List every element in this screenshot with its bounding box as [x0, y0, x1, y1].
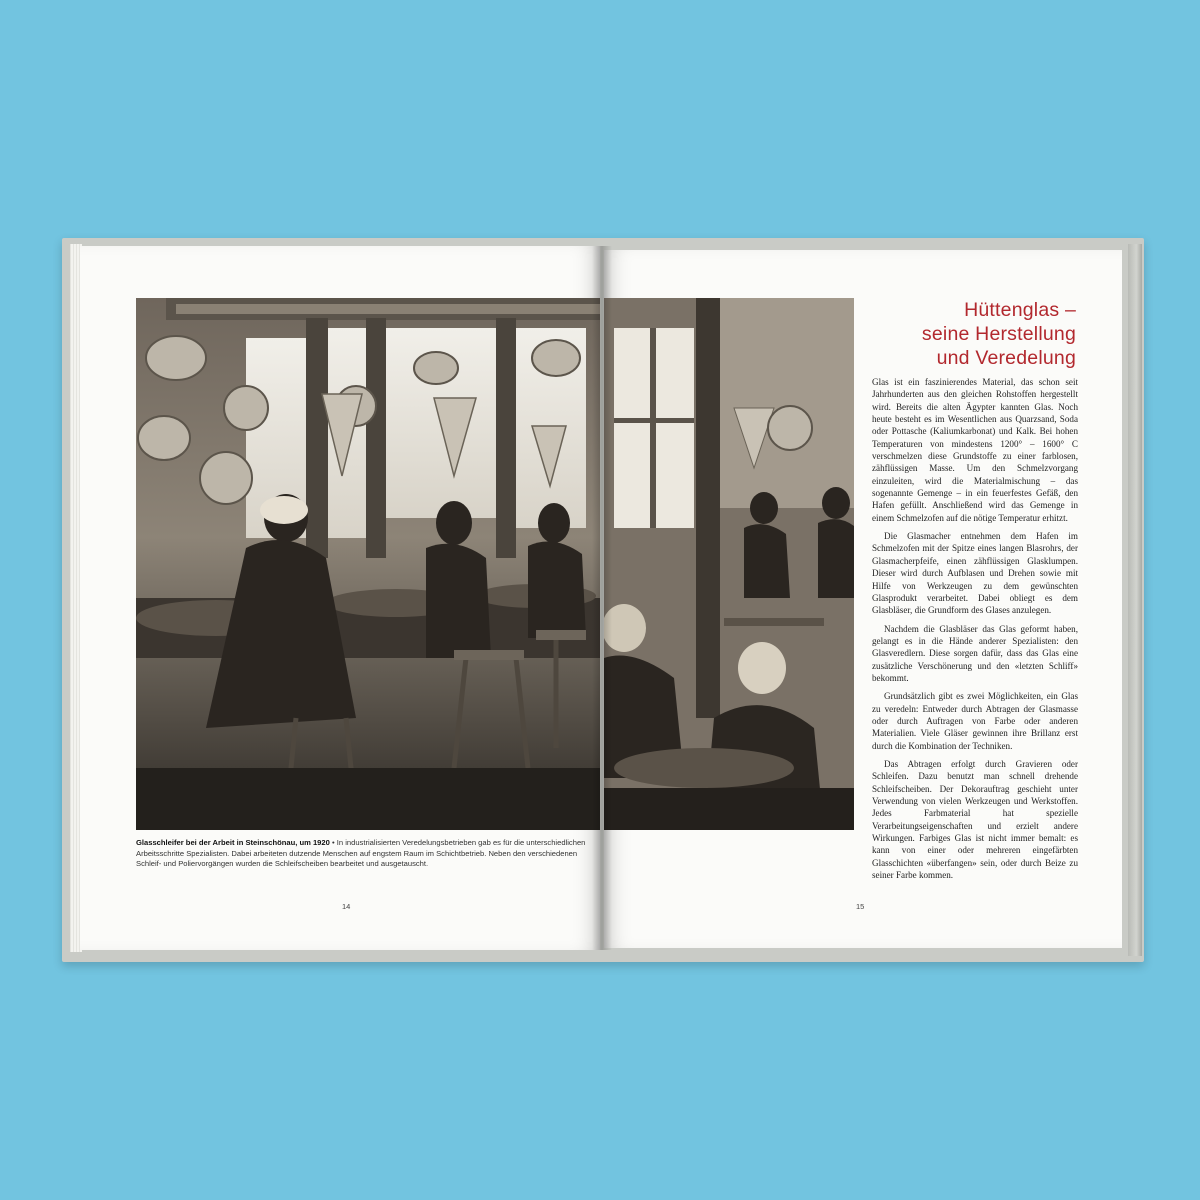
paragraph: Grundsätzlich gibt es zwei Möglichkeiten, ein Glas zu veredeln: Entweder durch Abtragen der Glasmasse oder durch Auftragen von Farbe oder anderen Materialien. Viele Gläser gewinnen ihre Brillanz erst durch die Kombination der Techniken. [872, 691, 1078, 751]
paragraph: Das Abtragen erfolgt durch Gravieren oder Schleifen. Dazu benutzt man schnell drehende Schleifscheiben. Der Dekorauftrag geschieht unter Verwendung von vielen Werkzeugen und Werkstoffen. Jedes Farbmaterial hat spezielle Verarbeitungseigenschaften und erzielt andere Wirkungen. Farbiges Glas ist nicht immer bemalt: es kann von einer oder mehreren eingefärbten Glasschichten «überfangen» sein, oder durch Beize zu seiner Farbe kommen. [872, 758, 1078, 881]
paragraph: Glas ist ein faszinierendes Material, das schon seit Jahrhunderten aus den gleichen Rohstoffen hergestellt wird. Bereits die alten Ägypter kannten Glas. Noch heute besteht es im Wesentlichen aus Quarzsand, Soda oder Pottasche (Kaliumkarbonat) und Kalk. Bei hohen Temperaturen von mindestens 1200° – 1600° C verschmelzen diese Grundstoffe zu einer farblosen, zähflüssigen Masse. Um den Schmelzvorgang einzuleiten, wird die Materialmischung – das sogenannte Gemenge – in ein feuerfestes Gefäß, den Hafen gefüllt. Anschließend wird das Gemenge in einem Schmelzofen auf die nötige Temperatur erhitzt. [872, 377, 1078, 523]
paragraph: Nachdem die Glasbläser das Glas geformt haben, gelangt es in die Hände anderer Spezialisten: den Glasveredlern. Diese sorgen dafür, dass das Glas eine zusätzliche Verschönerung und den «letzten Schliff» bekommt. [872, 623, 1078, 683]
book-cover-edge [1128, 244, 1142, 956]
workshop-photo-right [604, 298, 854, 830]
heading-line-2: seine Herstellung [921, 323, 1076, 345]
page-number-right: 15 [856, 902, 865, 911]
workshop-photo-image [136, 298, 600, 830]
chapter-heading [866, 298, 1076, 370]
workshop-photo-left [136, 298, 600, 830]
heading-line-3: und Veredelung [936, 347, 1076, 369]
page-number-left: 14 [342, 902, 351, 911]
body-text [872, 376, 1078, 887]
paragraph: Die Glasmacher entnehmen dem Hafen im Schmelzofen mit der Spitze eines langen Blasrohrs, der Glasmacherpfeife, einen zähflüssigen Glasklumpen. Dieser wird durch Aufblasen und Drehen sowie mit Hilfe von Werkzeugen zu dem gewünschten Glasprodukt verarbeitet. Dabei obliegt es dem Glasbläser, die Grundform des Glases anzulegen. [872, 531, 1078, 616]
caption-separator: • [329, 838, 337, 847]
caption-text: In industrialisierten Veredelungsbetrieben gab es für die unterschiedlichen Arbeitsschritte Spezialisten. Dabei arbeiteten dutzende Menschen auf engstem Raum im Schichtbetrieb. Neben den verschiedenen Schleif- und Poliervorgängen wurden die Schleifscheiben bearbeitet und ausgetauscht. [136, 838, 586, 869]
caption-title: Glasschleifer bei der Arbeit in Steinschönau, um 1920 [136, 838, 330, 847]
photo-caption [136, 838, 600, 870]
heading-line-1: Hüttenglas – [964, 299, 1076, 321]
workshop-photo-right-image [604, 298, 854, 830]
